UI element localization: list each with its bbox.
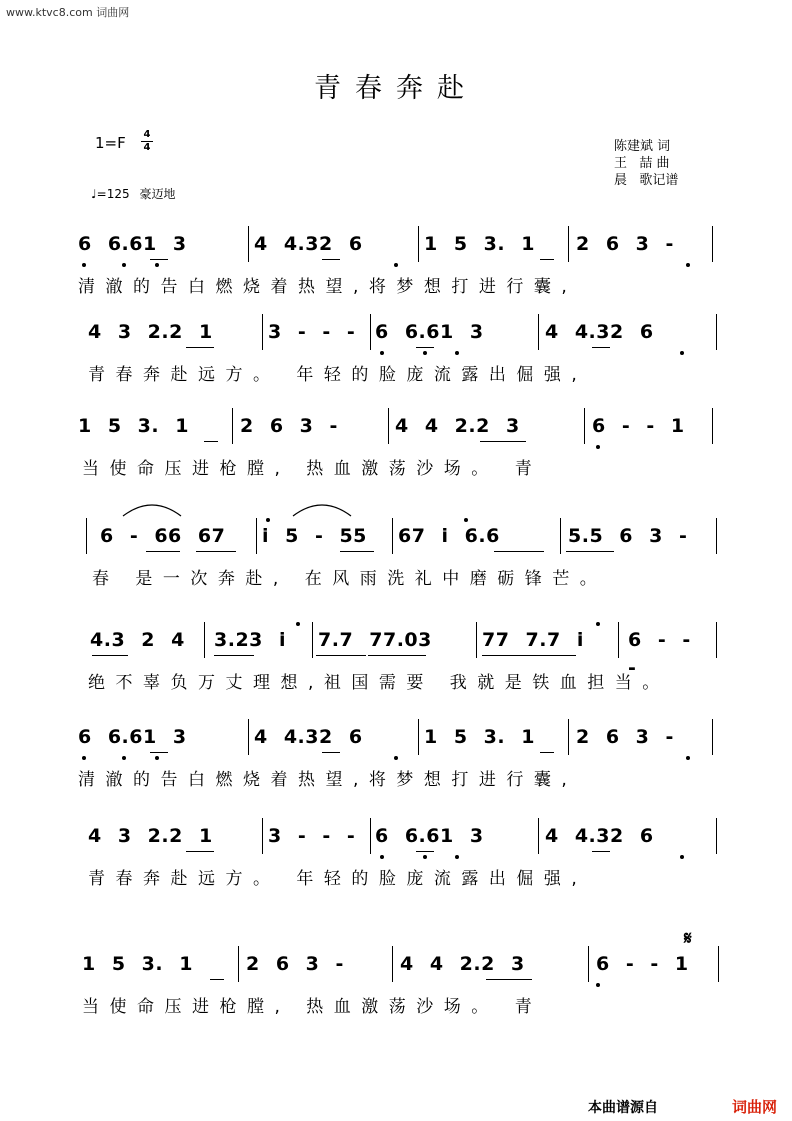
song-title: 青春奔赴: [314, 73, 478, 104]
measure-notation: 4 4.32 6: [545, 825, 654, 847]
measure-notation: 6 6.61 3: [375, 825, 484, 847]
measure-notation: 77 7.7 i: [482, 629, 584, 651]
octave-dot-below: [680, 855, 684, 859]
measure-notation: 67 i 6.6: [398, 525, 500, 547]
octave-dot-below: [455, 351, 459, 355]
credits: [614, 138, 678, 189]
tempo-value: ♩=125: [91, 187, 130, 201]
bar-line: [716, 518, 717, 554]
rhythm-underline: [540, 752, 554, 753]
site-watermark: www.ktvc8.com 词曲网: [6, 6, 130, 19]
lyrics-line: 春 是一次奔赴, 在风雨洗礼中磨砺锋芒。: [92, 569, 608, 589]
bar-line: [232, 408, 233, 444]
bar-line: [204, 622, 205, 658]
rhythm-underline: [416, 347, 434, 348]
bar-line: [312, 622, 313, 658]
rhythm-underline: [540, 259, 554, 260]
rhythm-underline: [566, 551, 614, 552]
rhythm-underline: [416, 851, 434, 852]
bar-line: [262, 314, 263, 350]
measure-notation: 5.5 6 3 -: [568, 525, 688, 547]
bar-line: [256, 518, 257, 554]
bar-line: [392, 946, 393, 982]
measure-notation: 6 - - 1: [596, 953, 689, 975]
slur-mark: [122, 500, 182, 518]
measure-notation: 6 - - -: [628, 629, 691, 679]
rhythm-underline: [480, 441, 526, 442]
rhythm-underline: [214, 655, 254, 656]
rhythm-underline: [186, 347, 214, 348]
bar-line: [560, 518, 561, 554]
bar-line: [262, 818, 263, 854]
octave-dot-below: [423, 855, 427, 859]
rhythm-underline: [210, 979, 224, 980]
measure-notation: 6 6.61 3: [78, 233, 187, 255]
octave-dot-below: [82, 756, 86, 760]
rhythm-underline: [486, 979, 532, 980]
expression-marking: 豪迈地: [139, 187, 176, 201]
octave-dot-above: [464, 518, 468, 522]
bar-line: [370, 314, 371, 350]
rhythm-underline: [340, 551, 374, 552]
measure-notation: 4 4 2.2 3: [400, 953, 525, 975]
octave-dot-below: [122, 263, 126, 267]
rhythm-underline: [150, 259, 168, 260]
rhythm-underline: [368, 655, 426, 656]
bar-line: [238, 946, 239, 982]
rhythm-underline: [322, 752, 340, 753]
bar-line: [418, 719, 419, 755]
lyrics-line: 当使命压进枪膛, 热血激荡沙场。 青: [82, 459, 543, 479]
segno-sign: 𝄋: [684, 928, 692, 949]
octave-dot-above: [296, 622, 300, 626]
lyrics-line: 当使命压进枪膛, 热血激荡沙场。 青: [82, 997, 543, 1017]
measure-notation: i 5 - 55: [262, 525, 367, 547]
bar-line: [712, 226, 713, 262]
measure-notation: 4 4.32 6: [545, 321, 654, 343]
measure-notation: 1 5 3. 1: [82, 953, 193, 975]
octave-dot-below: [596, 445, 600, 449]
bar-line: [712, 719, 713, 755]
measure-notation: 1 5 3. 1: [78, 415, 189, 437]
octave-dot-below: [596, 983, 600, 987]
octave-dot-above: [266, 518, 270, 522]
octave-dot-below: [686, 756, 690, 760]
measure-notation: 2 6 3 -: [246, 953, 344, 975]
rhythm-underline: [150, 752, 168, 753]
octave-dot-below: [380, 351, 384, 355]
rhythm-underline: [322, 259, 340, 260]
octave-dot-below: [455, 855, 459, 859]
octave-dot-below: [394, 756, 398, 760]
octave-dot-below: [155, 263, 159, 267]
measure-notation: 3 - - -: [268, 825, 356, 847]
lyrics-line: 青春奔赴远方。 年轻的脸庞流露出倔强,: [88, 869, 588, 889]
bar-line: [248, 226, 249, 262]
measure-notation: 2 6 3 -: [576, 233, 674, 255]
slur-mark: [292, 500, 352, 518]
rhythm-underline: [534, 655, 576, 656]
lyrics-line: 绝不辜负万丈理想,祖国需要 我就是铁血担当。: [88, 673, 670, 693]
rhythm-underline: [494, 551, 544, 552]
measure-notation: 4 4 2.2 3: [395, 415, 520, 437]
lyrics-line: 清澈的告白燃烧着热望,将梦想打进行囊,: [78, 770, 578, 790]
time-signature: [141, 129, 153, 154]
bar-line: [712, 408, 713, 444]
bar-line: [588, 946, 589, 982]
octave-dot-above: [596, 622, 600, 626]
measure-notation: 2 6 3 -: [576, 726, 674, 748]
bar-line: [618, 622, 619, 658]
octave-dot-below: [686, 263, 690, 267]
lyrics-line: 青春奔赴远方。 年轻的脸庞流露出倔强,: [88, 365, 588, 385]
measure-notation: 6 - 66 67: [100, 525, 226, 547]
bar-line: [370, 818, 371, 854]
bar-line: [568, 719, 569, 755]
measure-notation: 3.23 i: [214, 629, 287, 651]
tempo-marking: [91, 185, 175, 202]
time-signature-top: 4: [143, 129, 151, 140]
bar-line: [418, 226, 419, 262]
bar-line: [248, 719, 249, 755]
bar-line: [584, 408, 585, 444]
rhythm-underline: [204, 441, 218, 442]
measure-notation: 7.7 77.03: [318, 629, 432, 651]
measure-notation: 4 4.32 6: [254, 233, 363, 255]
time-signature-bottom: 4: [143, 142, 151, 153]
bar-line: [718, 946, 719, 982]
bar-line: [568, 226, 569, 262]
measure-notation: 2 6 3 -: [240, 415, 338, 437]
octave-dot-below: [394, 263, 398, 267]
rhythm-underline: [316, 655, 366, 656]
footer-brand-logo: 词曲网: [732, 1098, 778, 1116]
bar-line: [716, 622, 717, 658]
bar-line: [476, 622, 477, 658]
measure-notation: 4 3 2.2 1: [88, 321, 213, 343]
composer-credit: 王 喆 曲: [614, 156, 670, 171]
rhythm-underline: [186, 851, 214, 852]
octave-dot-below: [122, 756, 126, 760]
footer-source-text: 本曲谱源自: [588, 1100, 658, 1116]
rhythm-underline: [146, 551, 180, 552]
octave-dot-below: [680, 351, 684, 355]
octave-dot-below: [423, 351, 427, 355]
bar-line: [538, 314, 539, 350]
measure-notation: 4 3 2.2 1: [88, 825, 213, 847]
rhythm-underline: [196, 551, 236, 552]
octave-dot-below: [82, 263, 86, 267]
measure-notation: 6 - - 1: [592, 415, 685, 437]
measure-notation: 1 5 3. 1: [424, 233, 535, 255]
bar-line: [538, 818, 539, 854]
measure-notation: 1 5 3. 1: [424, 726, 535, 748]
rhythm-underline: [592, 851, 610, 852]
transcriber-credit: 晨 歌记谱: [614, 173, 679, 188]
bar-line: [86, 518, 87, 554]
measure-notation: 6 6.61 3: [78, 726, 187, 748]
octave-dot-below: [155, 756, 159, 760]
measure-notation: 4.3 2 4: [90, 629, 185, 651]
key-signature: 1=F: [95, 134, 126, 152]
bar-line: [716, 314, 717, 350]
lyricist-credit: 陈建斌 词: [614, 139, 671, 154]
lyrics-line: 清澈的告白燃烧着热望,将梦想打进行囊,: [78, 277, 578, 297]
bar-line: [392, 518, 393, 554]
bar-line: [388, 408, 389, 444]
measure-notation: 6 6.61 3: [375, 321, 484, 343]
rhythm-underline: [92, 655, 128, 656]
octave-dot-below: [380, 855, 384, 859]
measure-notation: 4 4.32 6: [254, 726, 363, 748]
measure-notation: 3 - - -: [268, 321, 356, 343]
rhythm-underline: [592, 347, 610, 348]
bar-line: [716, 818, 717, 854]
